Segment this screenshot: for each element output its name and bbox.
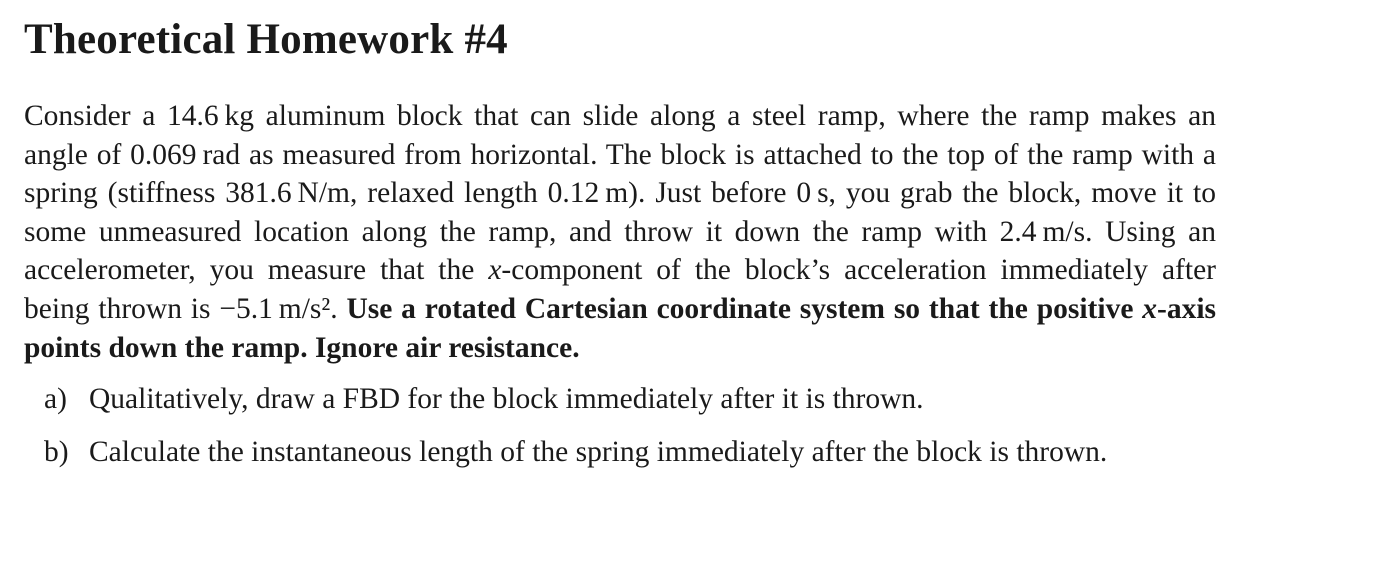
part-text: Calculate the instantaneous length of the spring immediately after the block is thrown. (89, 435, 1108, 468)
problem-sentence-2: The block is attached to the top of the ramp with a spring (stiffness 381.6 N/m, relaxed length 0.12 m). (24, 138, 1217, 210)
problem-sentence-3: Just before 0 s, you grab the block, move it to some unmeasured location along the ramp, and throw it down the ramp with 2.4 m/s. (24, 177, 1216, 248)
problem-sentence-4-start: Using an accelerometer, you measure that the (24, 215, 1217, 287)
problem-sentence-4-end: -component of the block’s acceleration immediately after being thrown is −5.1 m/s². (24, 254, 1216, 325)
instruction-end: -axis points down the ramp. Ignore air resistance. (24, 292, 1217, 364)
problem-statement (24, 97, 1216, 367)
problem-sentence-1: Consider a 14.6 kg aluminum block that can slide along a steel ramp, where the ramp makes an angle of 0.069 rad as measured from horizontal. (24, 100, 1216, 171)
x-variable: x (488, 254, 502, 287)
x-axis-variable: x (1142, 292, 1158, 325)
part-label: b) (44, 435, 69, 468)
instruction-start: Use a rotated Cartesian coordinate system so that the positive (346, 292, 1143, 325)
homework-page (24, 14, 1216, 485)
question-parts (24, 380, 1216, 471)
part-label: a) (44, 383, 67, 416)
page-title: Theoretical Homework #4 (24, 16, 508, 63)
part-text: Qualitatively, draw a FBD for the block immediately after it is thrown. (89, 383, 924, 416)
question-part-b (24, 433, 1216, 472)
question-part-a (24, 380, 1216, 419)
